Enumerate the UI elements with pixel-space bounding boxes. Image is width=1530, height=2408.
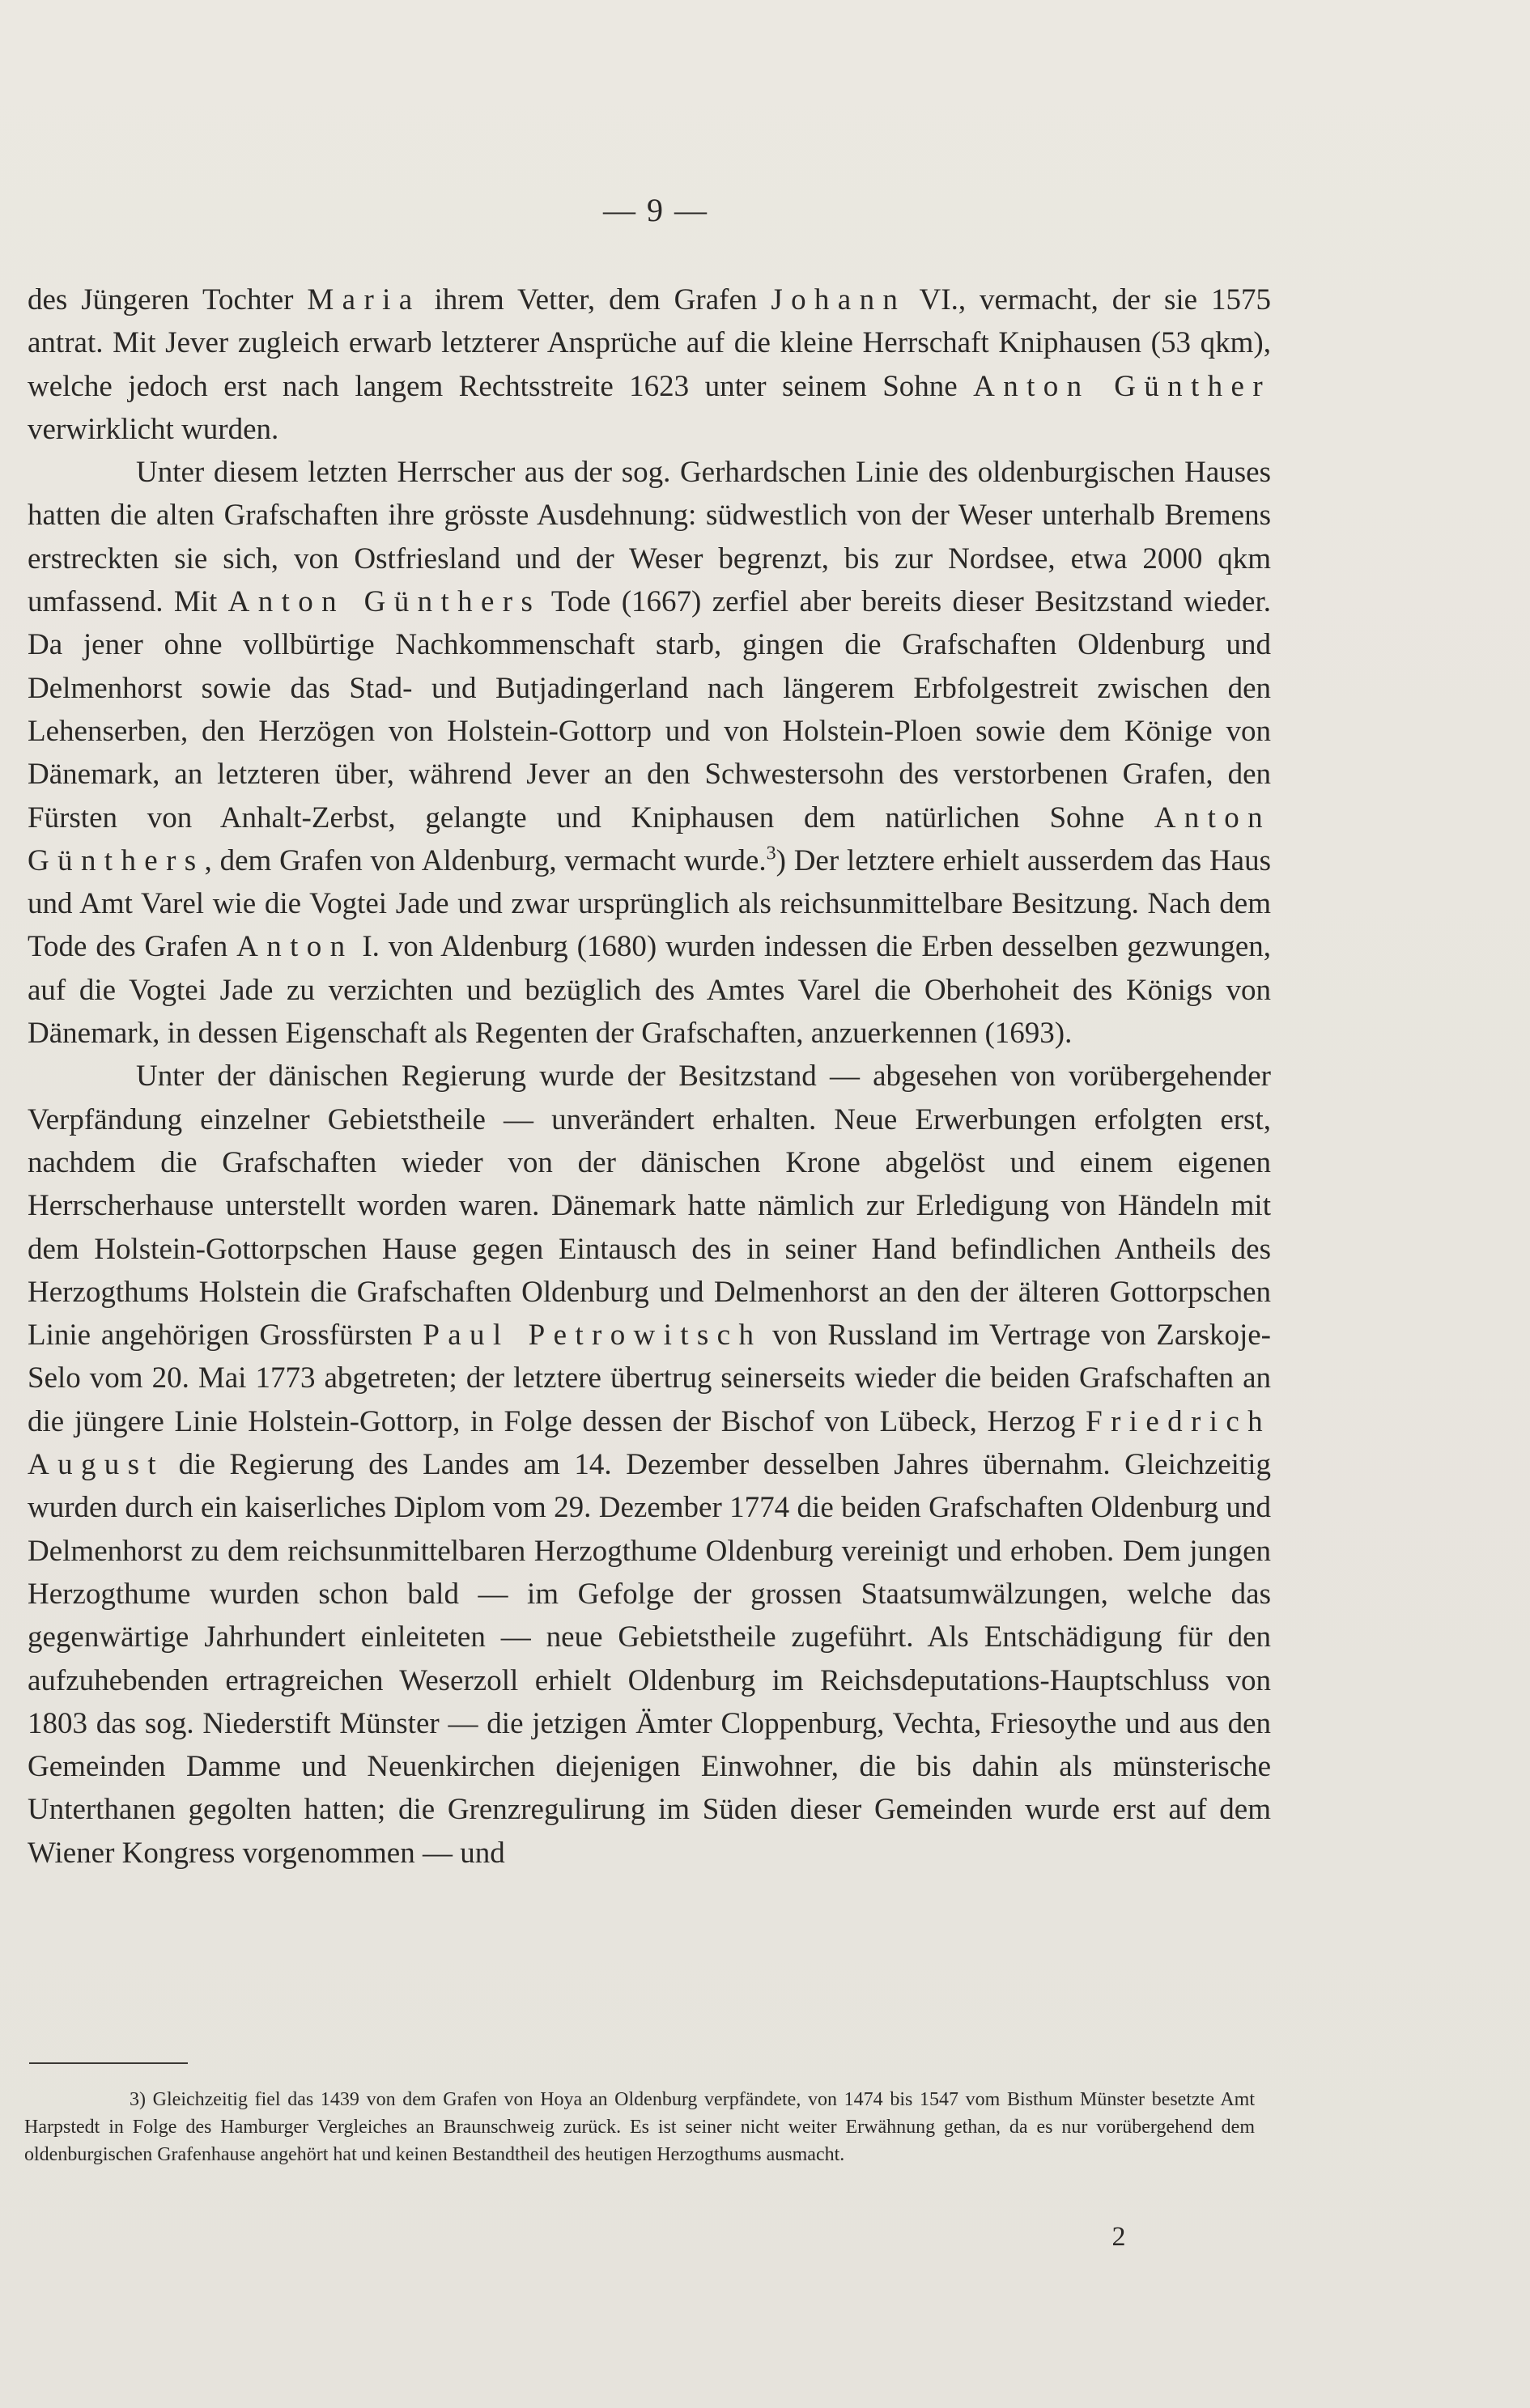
spaced-name: Friedrich August: [28, 1404, 1271, 1482]
text-run: von Russland im Vertrage von Zarskoje-Selo vom 20. Mai 1773 abgetreten; der letztere übertrug seinerseits wieder die beiden Grafschaften an die jüngere Linie Holstein-Gottorp, in Folge dessen der Bischof von Lübeck, Herzog: [28, 1319, 1271, 1438]
paragraph: [28, 278, 1271, 451]
spaced-name: Anton Günther: [973, 369, 1271, 403]
footnote: 3) Gleichzeitig fiel das 1439 von dem Grafen von Hoya an Oldenburg verpfändete, von 1474 bis 1547 vom Bisthum Münster besetzte Amt Harpstedt in Folge des Hamburger Vergleiches an Braunschweig zurück. Es ist seiner nicht weiter Erwähnung gethan, da es nur vorübergehend dem oldenburgischen Grafenhause angehört hat und keinen Bestandtheil des heutigen Herzogthums ausmacht.: [24, 2089, 1255, 2165]
text-run: ) Der letztere erhielt ausserdem das Haus und Amt Varel wie die Vogtei Jade und zwar ursprünglich als reichsunmittelbare Besitzung. Nach dem Tode des Grafen: [28, 843, 1272, 964]
spaced-name: Paul Petrowitsch: [423, 1319, 763, 1353]
footnote-reference: 3: [766, 843, 776, 864]
text-run: Unter diesem letzten Herrscher aus der sog. Gerhardschen Linie des oldenburgischen Hauses hatten die alten Grafschaften ihre grösste Ausdehnung: südwestlich von der Weser unterhalb Bremens erstreckten sie sich, von Ostfriesland und der Weser begrenzt, bis zur Nordsee, etwa 2000 qkm umfassend. Mit: [28, 456, 1271, 619]
text-run: I. von Aldenburg (1680) wurden indessen die Erben desselben gezwungen, auf die Vogtei Jade zu verzichten und bezüglich des Amtes Varel die Oberhoheit des Königs von Dänemark, in dessen Eigenschaft als Regenten der Grafschaften, anzuerkennen (1693).: [28, 930, 1272, 1051]
main-text: [28, 278, 1271, 1875]
footnote-separator: [29, 2062, 188, 2064]
text-run: , dem Grafen von Aldenburg, vermacht wurde.: [204, 843, 767, 877]
text-run: die Regierung des Landes am 14. Dezember desselben Jahres übernahm. Gleichzeitig wurden durch ein kaiserliches Diplom vom 29. Dezember 1774 die beiden Grafschaften Oldenburg und Delmenhorst zu dem reichsunmittelbaren Herzogthume Oldenburg vereinigt und erhoben. Dem jungen Herzogthume wurden schon bald — im Gefolge der grossen Staatsumwälzungen, welche das gegenwärtige Jahrhundert einleiteten — neue Gebietstheile zugeführt. Als Entschädigung für den aufzuhebenden ertragreichen Weserzoll erhielt Oldenburg im Reichsdeputations-Hauptschluss von 1803 das sog. Niederstift Münster — die jetzigen Ämter Cloppenburg, Vechta, Friesoythe und aus den Gemeinden Damme und Neuenkirchen diejenigen Einwohner, die bis dahin als münsterische Unterthanen gegolten hatten; die Grenzregulirung im Süden dieser Gemeinden wurde erst auf dem Wiener Kongress vorgenommen — und: [28, 1448, 1271, 1870]
text-run: ihrem Vetter, dem Grafen: [420, 283, 771, 316]
spaced-name: Anton: [236, 930, 354, 964]
text-run: Unter der dänischen Regierung wurde der Besitzstand — abgesehen von vorübergehender Verpfändung einzelner Gebietstheile — unverändert erhalten. Neue Erwerbungen erfolgten erst, nachdem die Grafschaften wieder von der dänischen Krone abgelöst und einem eigenen Herrscherhause unterstellt worden waren. Dänemark hatte nämlich zur Erledigung von Händeln mit dem Holstein-Gottorpschen Hause gegen Eintausch des in seiner Hand befindlichen Antheils des Herzogthums Holstein die Grafschaften Oldenburg und Delmenhorst an den der älteren Gottorpschen Linie angehörigen Grossfürsten: [28, 1060, 1271, 1353]
text-run: verwirklicht wurden.: [28, 412, 279, 446]
text-run: VI., vermacht, der sie 1575 antrat. Mit Jever zugleich erwarb letzterer Ansprüche auf die kleine Herrschaft Kniphausen (53 qkm), welche jedoch erst nach langem Rechtsstreite 1623 unter seinem Sohne: [28, 283, 1271, 403]
spaced-name: Anton Günthers: [28, 801, 1271, 877]
signature-mark: 2: [1111, 2222, 1126, 2252]
text-run: des Jüngeren Tochter: [28, 283, 308, 316]
paragraph: [28, 1055, 1271, 1875]
text-run: Tode (1667) zerfiel aber bereits dieser Besitzstand wieder. Da jener ohne vollbürtige Nachkommenschaft starb, gingen die Grafschaften Oldenburg und Delmenhorst sowie das Stad- und Butjadingerland nach längerem Erbfolgestreit zwischen den Lehenserben, den Herzögen von Holstein-Gottorp und von Holstein-Ploen sowie dem Könige von Dänemark, an letzteren über, während Jever an den Schwestersohn des verstorbenen Grafen, den Fürsten von Anhalt-Zerbst, gelangte und Kniphausen dem natürlichen Sohne: [28, 585, 1272, 835]
spaced-name: Maria: [307, 283, 421, 316]
spaced-name: Johann: [771, 283, 907, 316]
spaced-name: Anton Günthers: [227, 585, 542, 619]
paragraph: [28, 451, 1271, 1055]
page-number: — 9 —: [603, 192, 708, 228]
